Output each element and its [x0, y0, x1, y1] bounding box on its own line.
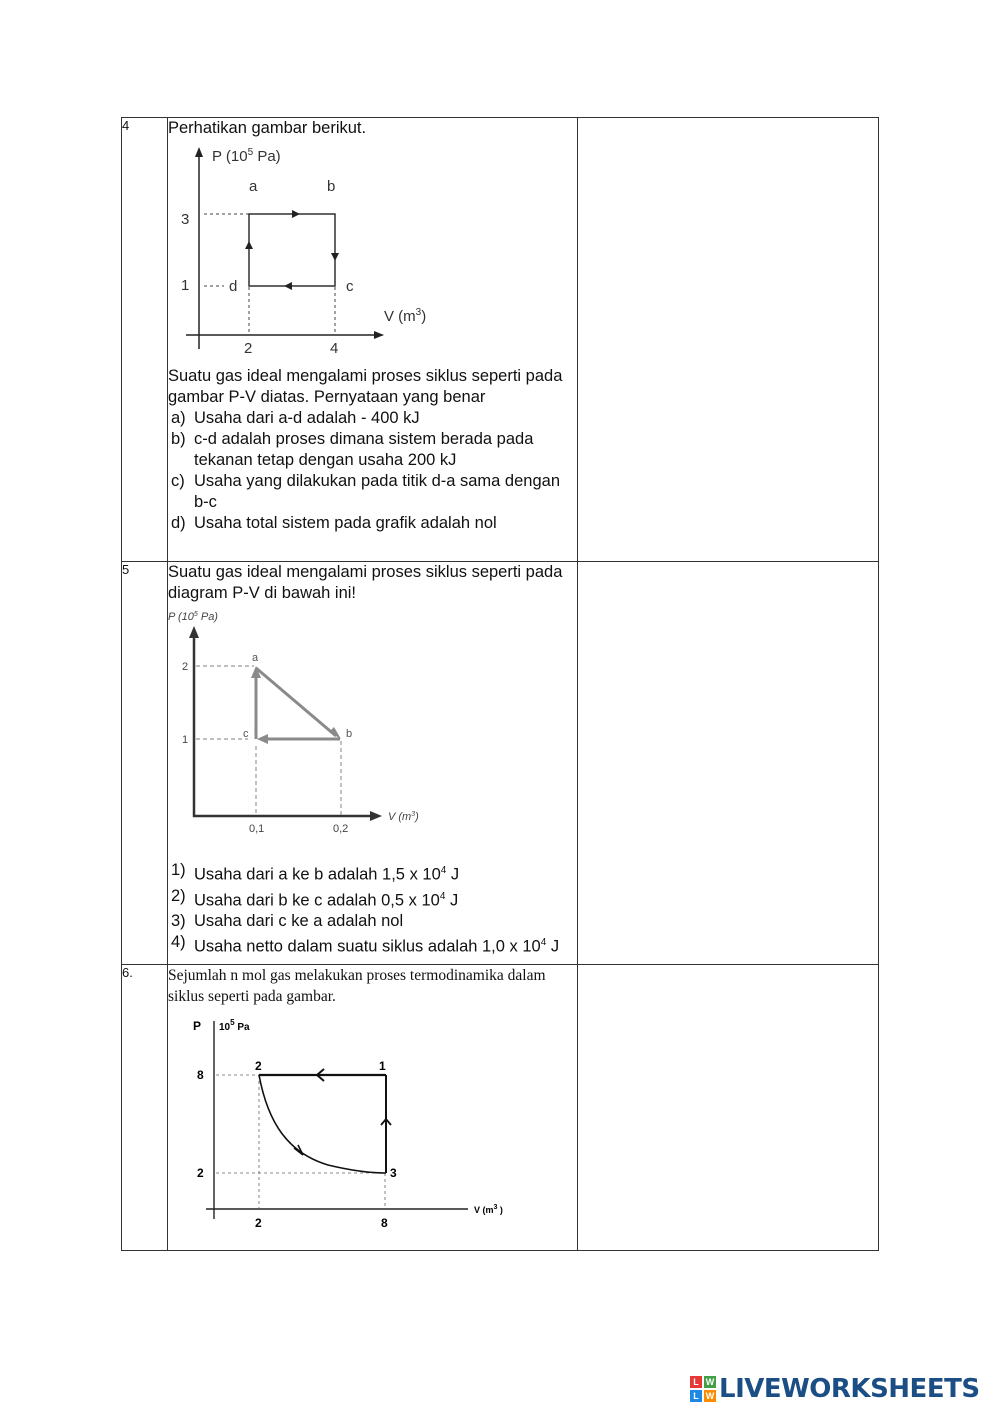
point-label-a: a: [249, 178, 258, 195]
answer-cell[interactable]: [578, 562, 879, 965]
process-a-b: [256, 668, 336, 736]
logo-cell: W: [705, 1391, 715, 1401]
logo-icon: [690, 1376, 716, 1402]
worksheet-table: [121, 117, 879, 1251]
option-b[interactable]: b) c-d adalah proses dimana sistem berada pada tekanan tetap dengan usaha 200 kJ: [171, 430, 534, 469]
option-a[interactable]: a) Usaha dari a-d adalah - 400 kJ: [171, 409, 420, 427]
point-label-c: c: [243, 728, 249, 740]
option-d[interactable]: d) Usaha total sistem pada grafik adalah nol: [171, 514, 497, 532]
question-row-6: [122, 965, 879, 1251]
point-label-3: 3: [390, 1166, 397, 1180]
y-tick-1: 1: [181, 277, 190, 294]
x-tick-2: 2: [244, 340, 253, 354]
y-axis-label: P: [193, 1019, 202, 1033]
point-label-b: b: [327, 178, 336, 195]
question-intro: Perhatikan gambar berikut.: [168, 119, 367, 137]
x-axis-label: V $(m^3)$: [388, 811, 419, 823]
question-content: [168, 965, 578, 1251]
x-tick-0-1: 0,1: [249, 823, 265, 835]
option-1[interactable]: 1) Usaha dari a ke b adalah 1,5 x $10^4$ J: [171, 861, 460, 884]
x-axis-label: V $(m^3)$: [384, 307, 427, 325]
cycle-rectangle: [249, 214, 335, 286]
y-axis-label: P ($10^5$ Pa): [168, 611, 218, 623]
options-list: [168, 860, 577, 958]
option-4[interactable]: 4) Usaha netto dalam suatu siklus adalah 1,0 x $10^4$ J: [171, 933, 560, 956]
point-label-b: b: [346, 728, 353, 740]
liveworksheets-logo: [690, 1373, 980, 1405]
pv-graph-q5: [168, 606, 448, 846]
pv-graph-q6: [168, 1013, 528, 1235]
question-number: 4: [122, 118, 168, 562]
answer-cell[interactable]: [578, 965, 879, 1251]
y-axis-label: P ($10^5$ Pa): [212, 147, 281, 165]
question-row-5: [122, 562, 879, 965]
question-intro: Sejumlah n mol gas melakukan proses termodinamika dalam siklus seperti pada gambar.: [168, 967, 546, 1005]
x-axis-label: V ($m^3$ ): [474, 1204, 503, 1215]
x-tick-2: 2: [255, 1216, 262, 1230]
y-tick-2: 2: [197, 1166, 204, 1180]
option-c[interactable]: c) Usaha yang dilakukan pada titik d-a sama dengan b-c: [171, 472, 560, 511]
question-number: 5: [122, 562, 168, 965]
options-list: [168, 408, 577, 534]
point-label-1: 1: [379, 1059, 386, 1073]
logo-text: LIVEWORKSHEETS: [719, 1374, 980, 1404]
question-content: [168, 562, 578, 965]
point-label-d: d: [229, 278, 238, 295]
option-2[interactable]: 2) Usaha dari b ke c adalah 0,5 x $10^4$ J: [171, 886, 459, 909]
point-label-c: c: [346, 278, 354, 295]
point-label-a: a: [252, 652, 259, 664]
pv-graph-q4: [174, 139, 454, 354]
question-row-4: [122, 118, 879, 562]
logo-cell: L: [690, 1390, 702, 1402]
question-intro: Suatu gas ideal mengalami proses siklus seperti pada diagram P-V di bawah ini!: [168, 563, 563, 602]
x-tick-8: 8: [381, 1216, 388, 1230]
y-tick-1: 1: [182, 734, 189, 746]
option-3[interactable]: 3) Usaha dari c ke a adalah nol: [171, 912, 404, 930]
y-tick-8: 8: [197, 1068, 204, 1082]
answer-cell[interactable]: [578, 118, 879, 562]
question-content: [168, 118, 578, 562]
y-tick-3: 3: [181, 211, 190, 228]
process-2-3-isothermal: [259, 1075, 386, 1173]
question-number: 6.: [122, 965, 168, 1251]
logo-cell: L: [690, 1376, 702, 1388]
x-tick-4: 4: [330, 340, 339, 354]
question-text: Suatu gas ideal mengalami proses siklus seperti pada gambar P-V diatas. Pernyataan yang benar: [168, 367, 563, 406]
y-axis-unit: $10^5$ Pa: [219, 1018, 250, 1033]
logo-cell: W: [705, 1377, 715, 1387]
x-tick-0-2: 0,2: [333, 823, 349, 835]
y-tick-2: 2: [182, 661, 189, 673]
point-label-2: 2: [255, 1059, 262, 1073]
